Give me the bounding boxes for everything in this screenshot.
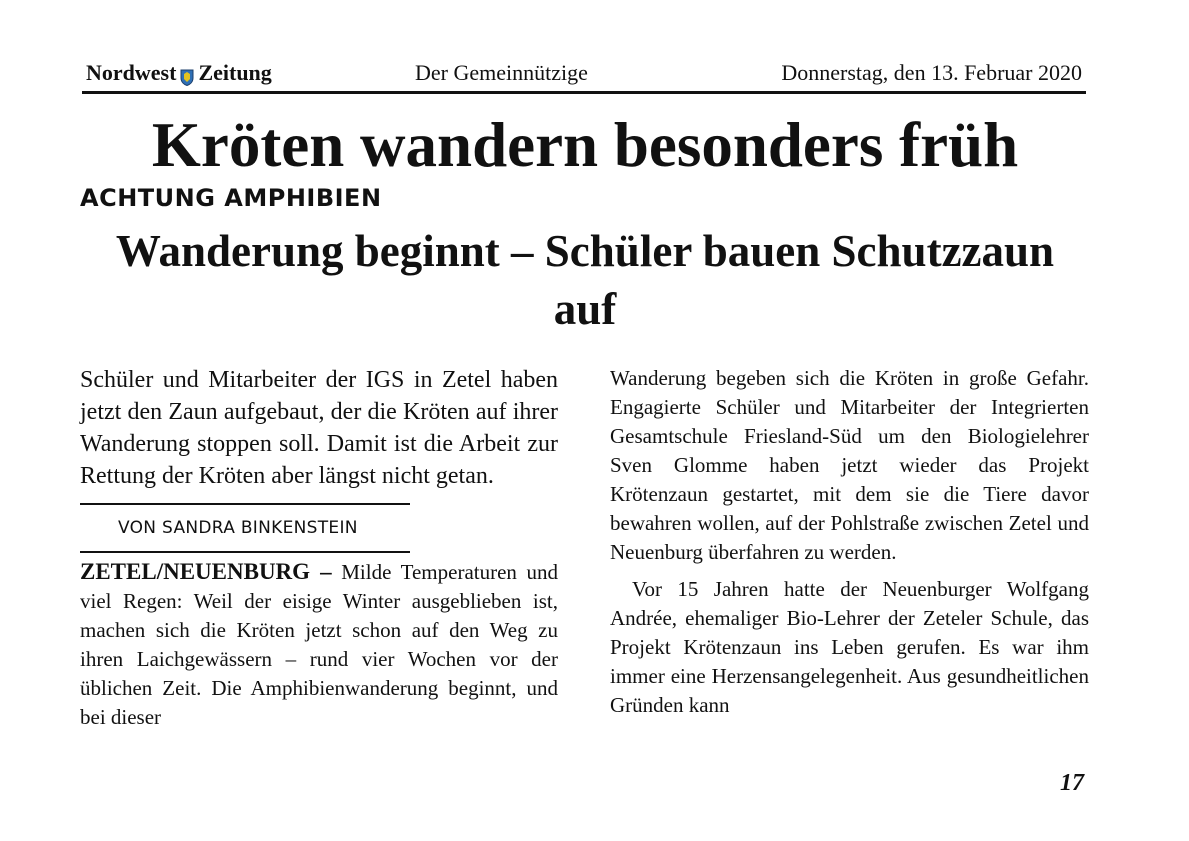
- article-column-right: [610, 364, 1089, 720]
- byline: VON SANDRA BINKENSTEIN: [118, 518, 358, 538]
- section-name: Der Gemeinnützige: [415, 60, 588, 85]
- issue-date: Donnerstag, den 13. Februar 2020: [781, 60, 1082, 85]
- brand-name-right: Zeitung: [198, 60, 272, 85]
- article-column-left: [80, 364, 558, 732]
- coat-of-arms-icon: [180, 66, 194, 83]
- teaser-text: Schüler und Mitarbeiter der IGS in Zetel haben jetzt den Zaun aufgebaut, der die Kröten auf ihrer Wanderung stoppen soll. Damit ist die Arbeit zur Rettung der Kröten aber längst nicht getan.: [80, 367, 558, 489]
- body-paragraph-2: Vor 15 Jahren hatte der Neuenburger Wolfgang Andrée, ehemaliger Bio-Lehrer der Zeteler Schule, das Projekt Krötenzaun ins Leben gerufen. Es war ihm immer eine Herzensangelegenheit. Aus gesundheitlichen Gründen kann: [610, 577, 1089, 717]
- body-paragraph-1-text: Milde Temperaturen und viel Regen: Weil der eisige Winter ausgeblieben ist, machen sich die Kröten jetzt schon auf den Weg zu ihren Laichgewässern – rund vier Wochen vor der üblichen Zeit. Die Amphibienwanderung beginnt, und bei dieser: [80, 560, 559, 729]
- body-paragraph-1-continued: Wanderung begeben sich die Kröten in große Gefahr. Engagierte Schüler und Mitarbeiter der Integrierten Gesamtschule Friesland-Süd um den Biologielehrer Sven Glomme haben jetzt wieder das Projekt Krötenzaun gestartet, mit dem sie die Tiere davor bewahren wollen, auf der Pohlstraße zwischen Zetel und Neuenburg überfahren zu werden.: [610, 366, 1089, 564]
- masthead-bar: [82, 57, 1086, 94]
- dateline: ZETEL/NEUENBURG –: [80, 559, 332, 584]
- kicker: ACHTUNG AMPHIBIEN: [80, 184, 382, 212]
- brand-name-left: Nordwest: [86, 60, 177, 85]
- subheadline: Wanderung beginnt – Schüler bauen Schutzzaun auf: [115, 226, 1055, 334]
- newspaper-brand: [86, 60, 272, 86]
- body-paragraph-1: [80, 557, 558, 732]
- page-number: 17: [1060, 770, 1084, 796]
- byline-rule-bottom: [80, 551, 410, 553]
- headline: Kröten wandern besonders früh: [151, 110, 1019, 180]
